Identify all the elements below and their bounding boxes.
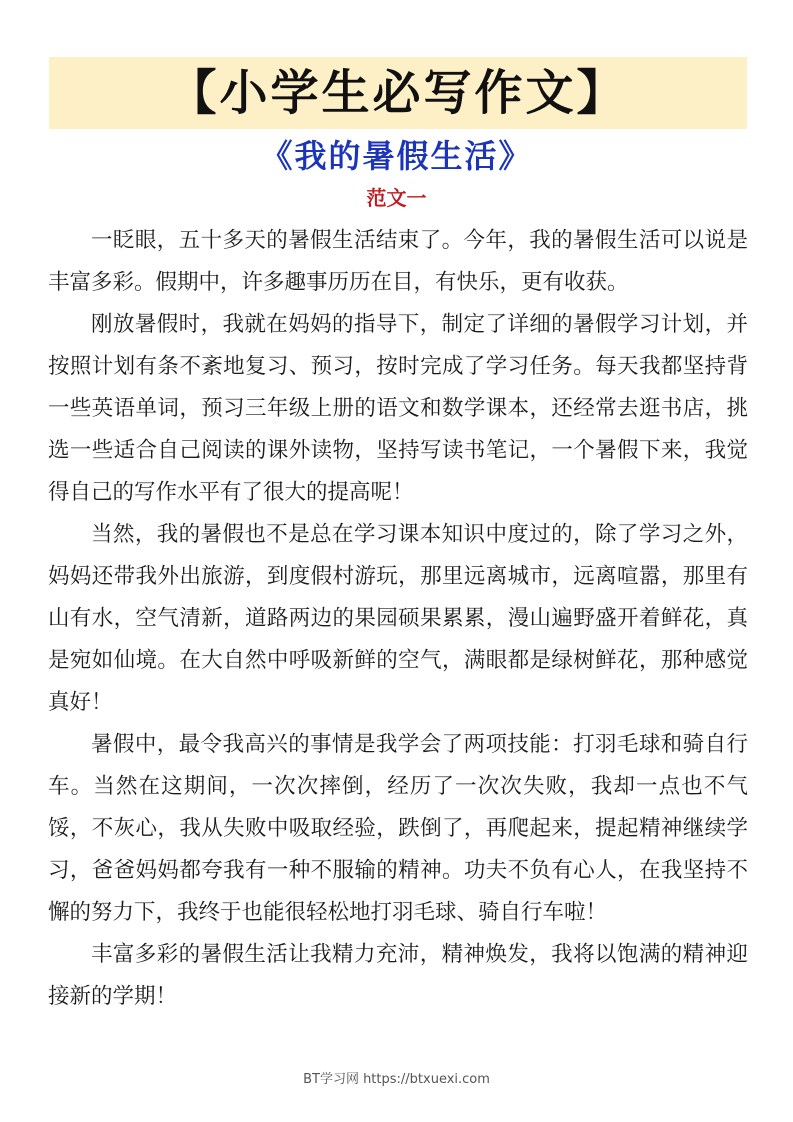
essay-paragraph-3: 当然，我的暑假也不是总在学习课本知识中度过的，除了学习之外，妈妈还带我外出旅游，到度假村游玩，那里远离城市，远离喧嚣，那里有山有水，空气清新，道路两边的果园硕果累累，漫山遍野盛开着鲜花，真是宛如仙境。在大自然中呼吸新鲜的空气，满眼都是绿树鲜花，那种感觉真好！ [48,522,748,715]
essay-paragraph-1: 一眨眼，五十多天的暑假生活结束了。今年，我的暑假生活可以说是丰富多彩。假期中，许多趣事历历在目，有快乐，更有收获。 [48,228,748,295]
essay-paragraph-2: 刚放暑假时，我就在妈妈的指导下，制定了详细的暑假学习计划，并按照计划有条不紊地复习、预习，按时完成了学习任务。每天我都坚持背一些英语单词，预习三年级上册的语文和数学课本，还经常去逛书店，挑选一些适合自己阅读的课外读物，坚持写读书笔记，一个暑假下来，我觉得自己的写作水平有了很大的提高呢！ [48,312,748,505]
essay-paragraph-5: 丰富多彩的暑假生活让我精力充沛，精神焕发，我将以饱满的精神迎接新的学期！ [48,942,748,1009]
essay-title: 《我的暑假生活》 [260,137,533,175]
essay-body [48,220,748,1018]
essay-paragraph-4: 暑假中，最令我高兴的事情是我学会了两项技能：打羽毛球和骑自行车。当然在这期间，一次次摔倒，经历了一次次失败，我却一点也不气馁，不灰心，我从失败中吸取经验，跌倒了，再爬起来，提起精神继续学习，爸爸妈妈都夸我有一种不服输的精神。功夫不负有心人，在我坚持不懈的努力下，我终于也能很轻松地打羽毛球、骑自行车啦！ [48,732,748,925]
section-label: 范文一 [366,186,427,210]
title-banner [49,57,747,129]
footer-watermark: BT学习网 https://btxuexi.com [303,1072,490,1087]
page-title: 【小学生必写作文】 [168,65,628,121]
